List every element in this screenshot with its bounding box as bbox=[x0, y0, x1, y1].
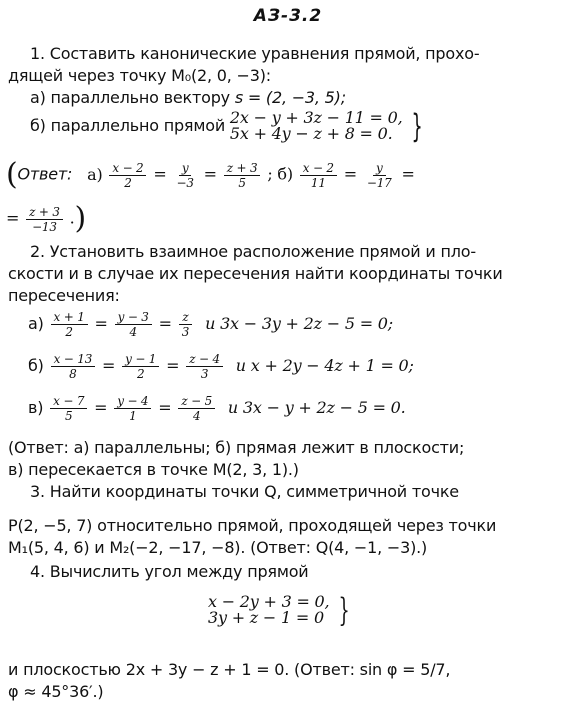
right-brace: } bbox=[411, 107, 424, 145]
vector-s: s = (2, −3, 5); bbox=[234, 88, 346, 107]
fraction: $\frac{x + 1}{2}$ bbox=[51, 310, 88, 339]
system-eq-2: 3y + z − 1 = 0 bbox=[208, 608, 324, 627]
problem-1-line-2: дящей через точку M₀(2, 0, −3): bbox=[8, 66, 271, 85]
answer-2-line-2: в) пересекается в точке M(2, 3, 1).) bbox=[8, 460, 299, 479]
problem-3-line-3: M₁(5, 4, 6) и M₂(−2, −17, −8). (Ответ: Q(4, −1, −3).) bbox=[8, 538, 428, 557]
fraction: $\frac{z}{3}$ bbox=[179, 310, 192, 339]
fraction: $\frac{z - 4}{3}$ bbox=[186, 352, 223, 381]
line-system bbox=[230, 110, 403, 142]
page-title: АЗ-3.2 bbox=[253, 6, 323, 26]
fraction: $\frac{z + 3}{5}$ bbox=[224, 161, 261, 190]
fraction: $\frac{x - 2}{2}$ bbox=[109, 161, 146, 190]
problem-4-line-3: φ ≈ 45°36′.) bbox=[8, 682, 104, 701]
answer-2-line-1: (Ответ: а) параллельны; б) прямая лежит в плоскости; bbox=[8, 438, 465, 457]
system-eq-1: x − 2y + 3 = 0, bbox=[208, 592, 330, 611]
problem-2-item-b: б) $\frac{x - 13}{8}$ = $\frac{y - 1}{2}$ = $\frac{z - 4}{3}$ и x + 2y − 4z + 1 = 0; bbox=[28, 352, 414, 381]
problem-4-line-1: 4. Вычислить угол между прямой bbox=[30, 562, 309, 581]
problem-1-line-1: 1. Составить канонические уравнения прямой, прохо- bbox=[30, 44, 480, 63]
problem-1-item-a bbox=[30, 88, 346, 108]
fraction: $\frac{x - 7}{5}$ bbox=[50, 394, 87, 423]
problem-3-line-1: 3. Найти координаты точки Q, симметричной точке bbox=[30, 482, 459, 501]
fraction: $\frac{z + 3}{-13}$ bbox=[26, 205, 63, 234]
fraction: $\frac{x - 2}{11}$ bbox=[300, 161, 337, 190]
fraction: $\frac{y - 3}{4}$ bbox=[115, 310, 152, 339]
problem-2-item-c: в) $\frac{x - 7}{5}$ = $\frac{y - 4}{1}$ = $\frac{z - 5}{4}$ и 3x − y + 2z − 5 = 0. bbox=[28, 394, 406, 423]
fraction: $\frac{y - 4}{1}$ bbox=[114, 394, 151, 423]
answer-1-row-1: (Ответ: а) $\frac{x - 2}{2}$ = $\frac{y}{-3}$ = $\frac{z + 3}{5}$ ; б) $\frac{x - 2}{11}$ = $\frac{y}{-17}$ = bbox=[6, 157, 415, 192]
right-brace: } bbox=[338, 591, 350, 629]
problem-2-line-2: скости и в случае их пересечения найти координаты точки bbox=[8, 264, 503, 283]
item-a-label: а) параллельно вектору bbox=[30, 88, 230, 107]
problem-2-line-1: 2. Установить взаимное расположение прямой и пло- bbox=[30, 242, 476, 261]
fraction: $\frac{x - 13}{8}$ bbox=[51, 352, 96, 381]
plane-equation: и x + 2y − 4z + 1 = 0; bbox=[235, 356, 414, 375]
problem-2-item-a: а) $\frac{x + 1}{2}$ = $\frac{y - 3}{4}$ = $\frac{z}{3}$ и 3x − 3y + 2z − 5 = 0; bbox=[28, 310, 393, 339]
problem-4-system bbox=[208, 591, 355, 638]
answer-label: Ответ: bbox=[17, 164, 73, 184]
line-system bbox=[208, 594, 329, 626]
problem-2-line-3: пересечения: bbox=[8, 286, 120, 305]
fraction: $\frac{y}{-3}$ bbox=[176, 160, 194, 190]
answer-1-row-2: = $\frac{z + 3}{-13}$ .) bbox=[6, 201, 87, 236]
system-eq-1: 2x − y + 3z − 11 = 0, bbox=[229, 108, 403, 127]
fraction: $\frac{y - 1}{2}$ bbox=[122, 352, 159, 381]
problem-4-line-2: и плоскостью 2x + 3y − z + 1 = 0. (Ответ: sin φ = 5/7, bbox=[8, 660, 451, 679]
problem-3-line-2: P(2, −5, 7) относительно прямой, проходящей через точки bbox=[8, 516, 497, 535]
plane-equation: и 3x − 3y + 2z − 5 = 0; bbox=[205, 314, 393, 333]
fraction: $\frac{z - 5}{4}$ bbox=[178, 394, 215, 423]
problem-1-item-b bbox=[30, 107, 428, 156]
item-b-label: б) параллельно прямой bbox=[30, 116, 226, 135]
plane-equation: и 3x − y + 2z − 5 = 0. bbox=[227, 398, 406, 417]
fraction: $\frac{y}{-17}$ bbox=[366, 160, 392, 190]
system-eq-2: 5x + 4y − z + 8 = 0. bbox=[229, 124, 393, 143]
